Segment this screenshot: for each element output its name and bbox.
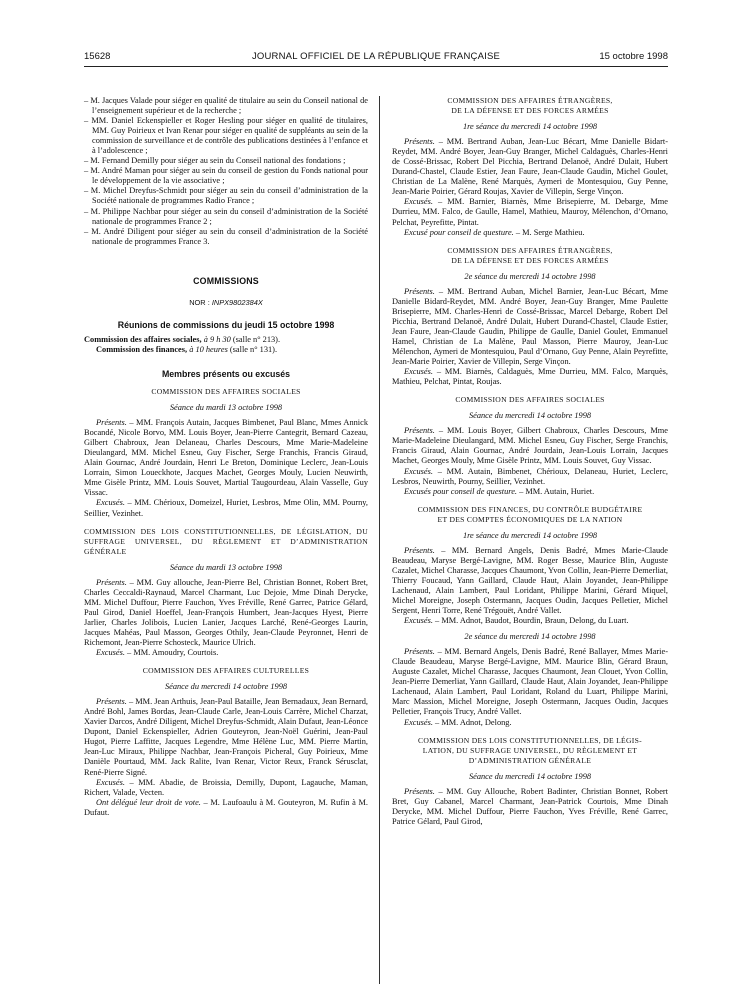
presents-list: – MM. Bernard Angels, Denis Badré, René Ballayer, Mmes Marie-Claude Beaudeau, Maryse Bergé-Lavigne, MM. Maurice Blin, Gérard Braun, Auguste Cazalet, Michel Charasse, Jacques Chaumont, Jean Clouet, Yvon Collin, Jean-Pierre Demerliat, Yann Gaillard, Claude Haut, Alain Joyandet, Jean-Philippe Lachenaud, Alain Lambert, Paul Loridant, Roland du Luart, Philippe Marini, Marc Massion, Michel Moreigne, Joseph Ostermann, Jacques Oudin, Jacques Pelletier, François Trucy, André Vallet. bbox=[392, 647, 668, 717]
excuses-list: – MM. Autain, Bimbenet, Chérioux, Delaneau, Huriet, Leclerc, Lesbros, Neuwirth, Pourny, Seillier, Vezinhet. bbox=[392, 466, 668, 486]
commission-title-line: ET DES COMPTES ÉCONOMIQUES DE LA NATION bbox=[437, 514, 623, 524]
vote-delegation-list: – M. Laufoaulu à M. Gouteyron, M. Rufin à M. Dufaut. bbox=[84, 797, 369, 817]
column-divider bbox=[379, 96, 380, 984]
appointment-item: – M. Michel Dreyfus-Schmidt pour siéger au sein du conseil d’administration de la Société nationale de programmes Radio France ; bbox=[84, 186, 368, 206]
presents-label: Présents. bbox=[404, 137, 435, 147]
commission-title: COMMISSION DES LOIS CONSTITUTIONNELLES, DE LÉGISLATION, DU SUFFRAGE UNIVERSEL, DU RÈGLEMENT ET D’ADMINISTRATION GÉNÉRALE bbox=[84, 526, 368, 556]
commission-title: COMMISSION DES AFFAIRES CULTURELLES bbox=[142, 666, 310, 676]
seance-date: 1re séance du mercredi 14 octobre 1998 bbox=[462, 122, 598, 132]
excuses-list: – MM. Biarnès, Caldaguès, Mme Durrieu, MM. Falco, Marquès, Mathieu, Pelchat, Pintat, Roujas. bbox=[392, 367, 668, 387]
seance-date: Séance du mardi 13 octobre 1998 bbox=[169, 403, 283, 413]
seance-date: Séance du mercredi 14 octobre 1998 bbox=[164, 682, 288, 692]
presents-paragraph bbox=[392, 137, 668, 197]
page-number: 15628 bbox=[84, 51, 111, 62]
excuses-paragraph bbox=[392, 467, 668, 487]
presents-label: Présents. bbox=[404, 426, 435, 436]
journal-title: JOURNAL OFFICIEL DE LA RÉPUBLIQUE FRANÇAISE bbox=[251, 51, 501, 62]
excuses-label: Excusés. bbox=[96, 498, 125, 508]
presents-label: Présents. bbox=[404, 545, 435, 555]
seance-date: Séance du mercredi 14 octobre 1998 bbox=[468, 411, 592, 421]
presents-paragraph bbox=[84, 578, 368, 648]
presents-paragraph bbox=[84, 697, 368, 777]
right-column bbox=[392, 96, 668, 827]
commission-title-line: COMMISSION DES LOIS CONSTITUTIONNELLES, DE LÉGIS- bbox=[418, 735, 642, 745]
nor-label: NOR : bbox=[189, 297, 210, 307]
meeting-room: (salle n° 131). bbox=[229, 344, 278, 354]
appointment-item: – MM. Daniel Eckenspieller et Roger Hesling pour siéger en qualité de titulaires, MM. Guy Poirieux et Ivan Renar pour siéger en qualité de suppléants au sein de la commission de surveillance et de contrôle des publications destinées à l’enfance et à l’adolescence ; bbox=[84, 116, 368, 156]
excuses-label: Excusés. bbox=[404, 616, 433, 626]
commission-title-line: COMMISSION DES FINANCES, DU CONTRÔLE BUDGÉTAIRE bbox=[417, 504, 643, 514]
excuses-paragraph bbox=[84, 778, 368, 798]
appointment-item: – M. André Maman pour siéger au sein du conseil de gestion du Fonds national pour le développement de la vie associative ; bbox=[84, 166, 368, 186]
questure-paragraph bbox=[392, 228, 668, 238]
excuses-label: Excusés. bbox=[404, 466, 433, 476]
commission-section bbox=[392, 395, 668, 496]
meeting-commission: Commission des finances, bbox=[96, 344, 188, 354]
excuses-list: – MM. Abadie, de Broissia, Demilly, Dupont, Lagauche, Maman, Richert, Valade, Vecten. bbox=[84, 777, 368, 797]
commission-section bbox=[84, 527, 368, 659]
presents-list: – MM. Bertrand Auban, Michel Barnier, Jean-Luc Bécart, Mme Danielle Bidard-Reydet, MM. André Boyer, Jean-Guy Branger, Mme Paulette Brisepierre, MM. Charles-Henri de Cossé-Brissac, Marcel Debarge, Robert Del Picchia, Bertrand Delanoë, André Dulait, Hubert Durand-Chastel, Claude Estier, Jean Faure, Jean-Claude Gaudin, Philippe de Gaulle, Daniel Goulet, Emmanuel Hamel, Christian de La Malène, Paul Masson, Pierre Mauroy, Jean-Luc Mélenchon, Aymeri de Montesquiou, Paul d’Ornano, Guy Penne, Alain Peyrefitte, Jean-Marie Poirier, Xavier de Villepin, Serge Vinçon. bbox=[392, 286, 668, 367]
excuses-list: – MM. Adnot, Delong. bbox=[432, 717, 512, 727]
commission-title: COMMISSION DES AFFAIRES SOCIALES bbox=[151, 386, 301, 396]
presents-label: Présents. bbox=[404, 786, 435, 796]
commission-section bbox=[84, 387, 368, 519]
vote-delegation-paragraph bbox=[84, 798, 368, 818]
seance-date: 2e séance du mercredi 14 octobre 1998 bbox=[464, 632, 596, 642]
excuses-label: Excusés. bbox=[96, 777, 125, 787]
excuses-label: Excusés. bbox=[404, 717, 433, 727]
meeting-line-finances bbox=[84, 345, 368, 355]
excuses-list: – MM. Chérioux, Domeizel, Huriet, Lesbros, Mme Olin, MM. Pourny, Seillier, Vezinhet. bbox=[84, 498, 368, 518]
excuses-paragraph bbox=[392, 718, 668, 728]
excuses-paragraph bbox=[84, 498, 368, 518]
commission-section bbox=[392, 246, 668, 388]
membres-heading: Membres présents ou excusés bbox=[161, 368, 291, 379]
presents-label: Présents. bbox=[96, 418, 127, 428]
seance-date: Séance du mardi 13 octobre 1998 bbox=[169, 562, 283, 572]
commission-title-line: DE LA DÉFENSE ET DES FORCES ARMÉES bbox=[451, 106, 609, 116]
questure-label: Excusés pour conseil de questure. bbox=[404, 486, 517, 496]
presents-paragraph bbox=[84, 418, 368, 498]
excuses-list: – MM. Barnier, Biarnès, Mme Brisepierre, M. Debarge, Mme Durrieu, MM. Falco, de Gaulle, Hamel, Mathieu, Mauroy, Mélenchon, d’Ornano, Pelchat, Peyrefitte, Pintat. bbox=[392, 197, 668, 227]
commission-title-line: DE LA DÉFENSE ET DES FORCES ARMÉES bbox=[451, 255, 609, 265]
presents-list: – MM. Guy Allouche, Robert Badinter, Christian Bonnet, Robert Bret, Guy Cabanel, Marcel Charmant, Jean-Patrick Courtois, Mme Dinah Derycke, MM. Michel Duffour, Pierre Fauchon, Yves Fréville, René Garrec, Patrice Gélard, Paul Girod, bbox=[392, 786, 668, 826]
header-rule bbox=[84, 66, 668, 67]
presents-paragraph bbox=[392, 546, 668, 616]
presents-list: – MM. Louis Boyer, Gilbert Chabroux, Charles Descours, Mme Marie-Madeleine Dieulangard, MM. Michel Esneu, Guy Fischer, Serge Franchis, Francis Giraud, Alain Gournac, André Jourdain, Jean-Louis Lorrain, Jacques Machet, Georges Mouly, Mme Gisèle Printz, MM. Louis Souvet, Guy Vissac. bbox=[392, 426, 668, 466]
appointment-item: – M. André Diligent pour siéger au sein du conseil d’administration de la Société nationale de programmes France 3. bbox=[84, 226, 368, 246]
excuses-label: Excusés. bbox=[404, 367, 433, 377]
commission-section bbox=[84, 666, 368, 818]
commission-title-line: LATION, DU SUFFRAGE UNIVERSEL, DU RÈGLEMENT ET bbox=[422, 745, 638, 755]
reunions-heading: Réunions de commissions du jeudi 15 octobre 1998 bbox=[117, 319, 335, 330]
presents-list: – MM. Guy allouche, Jean-Pierre Bel, Christian Bonnet, Robert Bret, Charles Ceccaldi-Raynaud, Marcel Charmant, Luc Dejoie, Mme Dinah Derycke, MM. Michel Duffour, Pierre Fauchon, Yves Fréville, René Garrec, Patrice Gélard, Paul Girod, Daniel Hoeffel, Jean-François Humbert, Jean-Jacques Hyest, Pierre Jarlier, Charles Jolibois, Lucien Lanier, Jacques Larché, René-Georges Laurin, Jacques Mahéas, Paul Masson, Georges Othily, Jean-Claude Peyronnet, Henri de Richemont, Jean-Pierre Schosteck, Maurice Ulrich. bbox=[84, 577, 368, 648]
excuses-paragraph bbox=[392, 197, 668, 227]
appointment-item: – M. Jacques Valade pour siéger en qualité de titulaire au sein du Conseil national de l’enseignement supérieur et de la recherche ; bbox=[84, 96, 368, 116]
excuses-list: – MM. Adnot, Baudot, Bourdin, Braun, Delong, du Luart. bbox=[432, 616, 629, 626]
presents-label: Présents. bbox=[96, 697, 127, 707]
meeting-time: à 10 heures bbox=[189, 344, 228, 354]
presents-label: Présents. bbox=[404, 286, 435, 296]
meeting-commission: Commission des affaires sociales, bbox=[84, 334, 202, 344]
appointment-item: – M. Fernand Demilly pour siéger au sein du Conseil national des fondations ; bbox=[84, 156, 346, 166]
left-column bbox=[84, 96, 368, 818]
seance-date: Séance du mercredi 14 octobre 1998 bbox=[468, 771, 592, 781]
meeting-time: à 9 h 30 bbox=[203, 334, 231, 344]
vote-delegation-label: Ont délégué leur droit de vote. bbox=[96, 797, 201, 807]
commission-section bbox=[392, 96, 668, 238]
commission-section bbox=[392, 736, 668, 827]
excuses-label: Excusés. bbox=[96, 648, 125, 658]
questure-list: – MM. Autain, Huriet. bbox=[517, 486, 595, 496]
presents-paragraph bbox=[392, 426, 668, 466]
presents-list: – MM. Bernard Angels, Denis Badré, Mmes Marie-Claude Beaudeau, Maryse Bergé-Lavigne, MM. Roger Besse, Maurice Blin, Auguste Cazalet, Michel Charasse, Jacques Chaumont, Yvon Collin, Jean-Pierre Demerliat, Thierry Foucaud, Yann Gaillard, Claude Haut, Alain Joyandet, Jean-Philippe Lachenaud, Alain Lambert, Paul Loridant, Philippe Marini, Gérard Miquel, Michel Moreigne, Joseph Ostermann, Jacques Oudin, Jacques Pelletier, Michel Sergent, Henri Torre, René Trégouët, André Vallet. bbox=[392, 545, 668, 616]
presents-paragraph bbox=[392, 287, 668, 367]
nor-reference bbox=[84, 298, 368, 308]
commission-section bbox=[392, 632, 668, 727]
presents-label: Présents. bbox=[96, 577, 127, 587]
commission-section bbox=[392, 505, 668, 627]
presents-list: – MM. Bertrand Auban, Jean-Luc Bécart, Mme Danielle Bidart-Reydet, MM. André Boyer, Jean-Guy Branger, Michel Caldaguès, Charles-Henri de Cossé-Brissac, Robert Del Picchia, Bertrand Delanoë, André Dulait, Hubert Durand-Chastel, Claude Estier, Jean Faure, Jean-Claude Gaudin, Michel Goulet, Christian de La Malène, René Marquès, Aymeri de Montesquiou, Guy Penne, Jean-Marie Poirier, Gérard Roujas, Xavier de Villepin, Serge Vinçon. bbox=[392, 137, 668, 197]
excuses-paragraph bbox=[392, 367, 668, 387]
commission-title-line: COMMISSION DES AFFAIRES SOCIALES bbox=[455, 395, 605, 405]
page-header bbox=[84, 51, 668, 65]
presents-list: – MM. François Autain, Jacques Bimbenet, Paul Blanc, Mmes Annick Bocandé, Nicole Borvo, MM. Louis Boyer, Jean-Pierre Cantegrit, Bernard Cazeau, Gilbert Chabroux, Jean Delaneau, Charles Descours, Mme Marie-Madeleine Dieulangard, MM. Michel Esneu, Guy Fischer, Serge Franchis, Francis Giraud, Alain Gournac, André Jourdain, Henri Le Breton, Dominique Leclerc, Jean-Louis Lorrain, Simon Loueckhote, Jacques Machet, Georges Mouly, Lucien Neuwirth, Mme Gisèle Printz, MM. Louis Souvet, Martial Taugourdeau, Alain Vasselle, Guy Vissac. bbox=[84, 418, 368, 498]
excuses-label: Excusés. bbox=[404, 197, 433, 207]
nor-value: INPX9802384X bbox=[211, 297, 263, 307]
seance-date: 1re séance du mercredi 14 octobre 1998 bbox=[462, 530, 598, 540]
seance-date: 2e séance du mercredi 14 octobre 1998 bbox=[464, 271, 596, 281]
questure-label: Excusé pour conseil de questure. bbox=[404, 227, 514, 237]
excuses-list: – MM. Amoudry, Courtois. bbox=[124, 648, 219, 658]
presents-paragraph bbox=[392, 647, 668, 717]
commission-title-line: D’ADMINISTRATION GÉNÉRALE bbox=[468, 755, 592, 765]
meeting-line-affaires-sociales bbox=[84, 335, 368, 345]
issue-date: 15 octobre 1998 bbox=[599, 51, 668, 62]
commissions-heading: COMMISSIONS bbox=[193, 275, 259, 286]
presents-paragraph bbox=[392, 787, 668, 827]
appointment-item: – M. Philippe Nachbar pour siéger au sein du conseil d’administration de la Société nationale de programmes France 2 ; bbox=[84, 206, 368, 226]
questure-paragraph bbox=[392, 487, 668, 497]
meeting-room: (salle n° 213). bbox=[232, 334, 281, 344]
excuses-paragraph bbox=[392, 616, 668, 626]
commission-title-line: COMMISSION DES AFFAIRES ÉTRANGÈRES, bbox=[447, 245, 613, 255]
questure-list: – M. Serge Mathieu. bbox=[513, 227, 585, 237]
commission-title-line: COMMISSION DES AFFAIRES ÉTRANGÈRES, bbox=[447, 96, 613, 105]
presents-label: Présents. bbox=[404, 647, 435, 657]
excuses-paragraph bbox=[84, 648, 368, 658]
presents-list: – MM. Jean Arthuis, Jean-Paul Bataille, Jean Bernadaux, Jean Bernard, André Bohl, James Bordas, Jean-Claude Carle, Jean-Louis Carrère, Michel Charzat, Xavier Darcos, André Diligent, Michel Dreyfus-Schmidt, Alain Dufaut, Jean-Léonce Dupont, Daniel Eckenspieller, Adrien Gouteyron, Jean-Noël Guérini, Jean-Paul Hugot, Pierre Laffitte, Jacques Legendre, Mme Hélène Luc, MM. Pierre Martin, Jean-Luc Miraux, Philippe Nachbar, Jean-François Picheral, Guy Poirieux, Mme Danièle Pourtaud, MM. Jack Ralite, Ivan Renar, Victor Reux, Franck Sérusclat, René-Pierre Signé. bbox=[84, 697, 368, 777]
